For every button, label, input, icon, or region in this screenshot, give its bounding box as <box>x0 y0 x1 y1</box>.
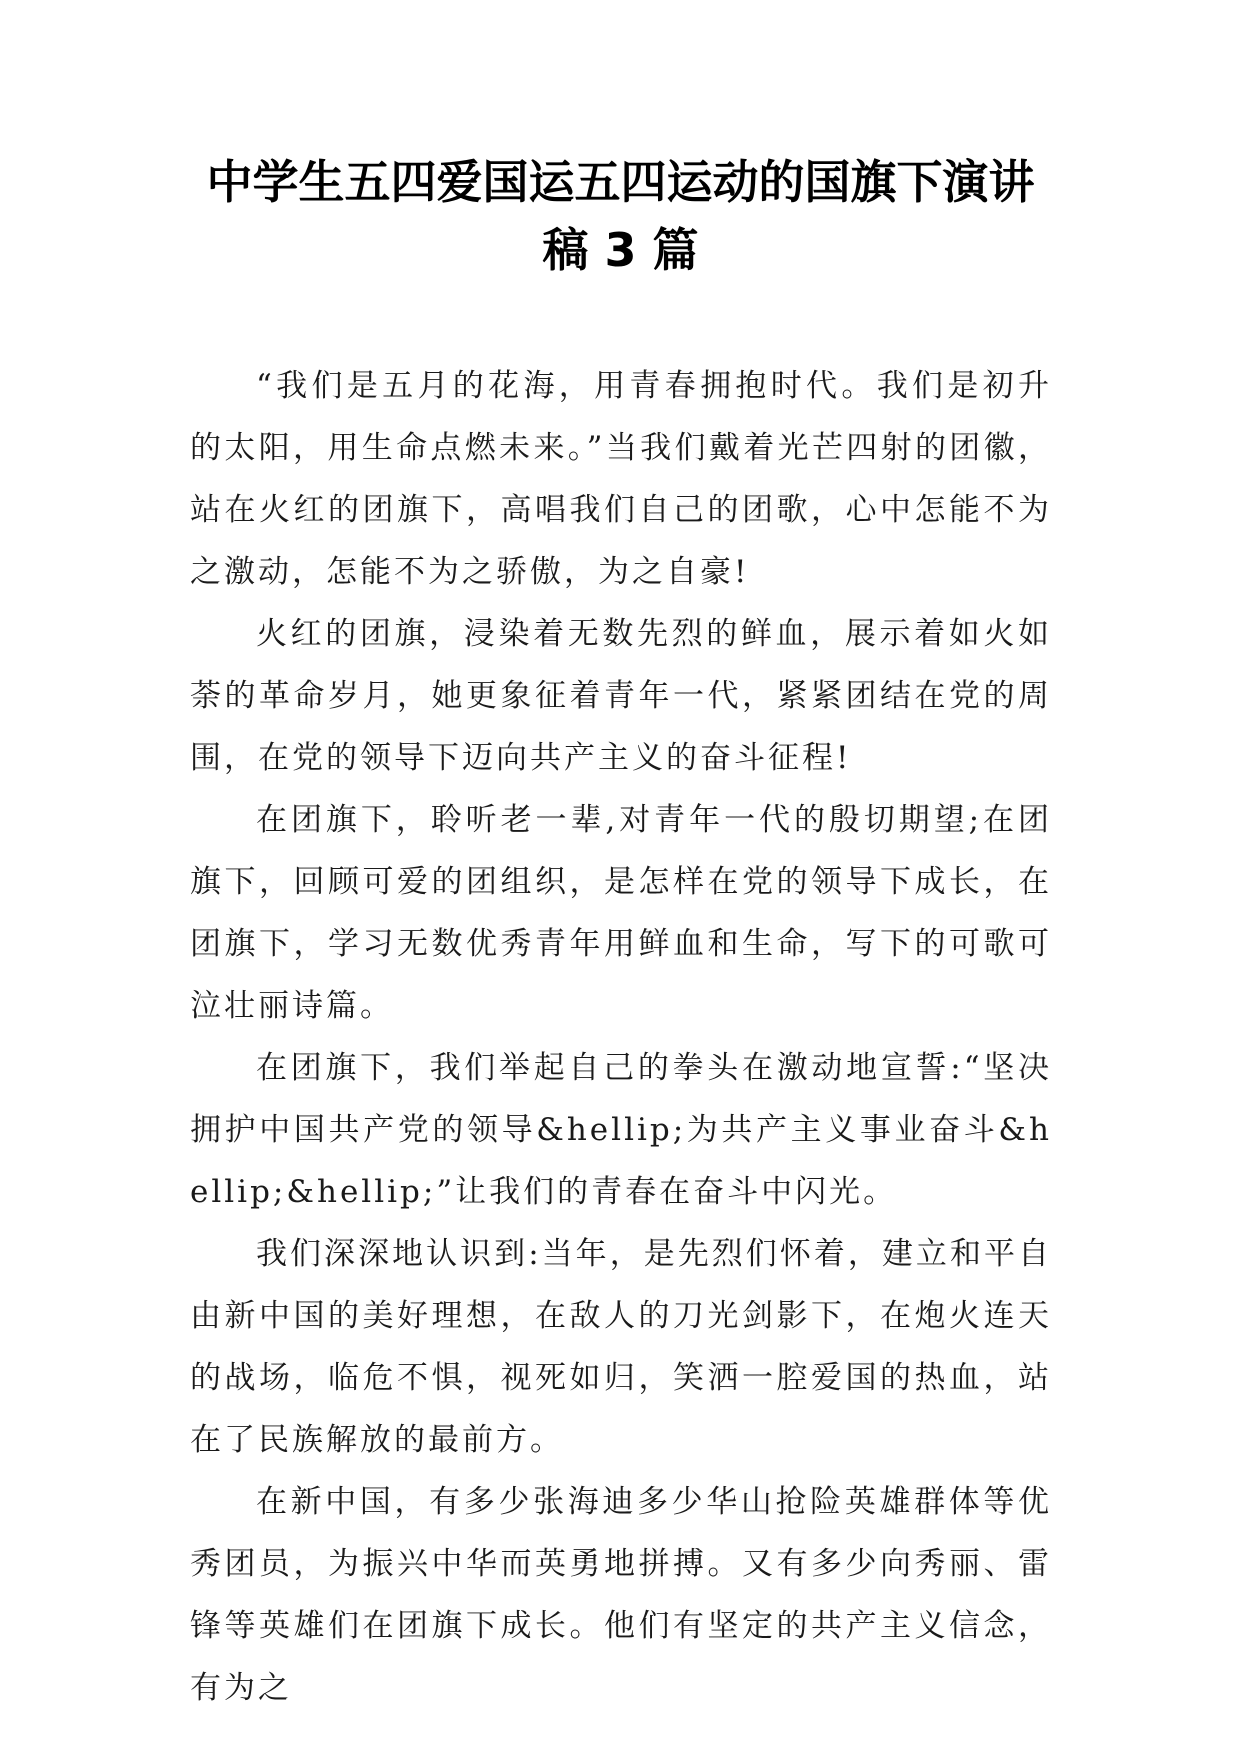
document-title <box>150 148 1091 284</box>
paragraph-3: 在团旗下，聆听老一辈,对青年一代的殷切期望;在团旗下，回顾可爱的团组织，是怎样在党的领导下成长，在团旗下，学习无数优秀青年用鲜血和生命，写下的可歌可泣壮丽诗篇。 <box>190 802 1052 1024</box>
title-line-1: 中学生五四爱国运五四运动的国旗下演讲 <box>206 155 1035 209</box>
paragraph-6: 在新中国，有多少张海迪多少华山抢险英雄群体等优秀团员，为振兴中华而英勇地拼搏。又有多少向秀丽、雷锋等英雄们在团旗下成长。他们有坚定的共产主义信念，有为之 <box>190 1484 1052 1706</box>
paragraph-5: 我们深深地认识到:当年，是先烈们怀着，建立和平自由新中国的美好理想，在敌人的刀光剑影下，在炮火连天的战场，临危不惧，视死如归，笑洒一腔爱国的热血，站在了民族解放的最前方。 <box>190 1236 1052 1458</box>
document-body <box>190 355 1052 1719</box>
paragraph-1: “我们是五月的花海，用青春拥抱时代。我们是初升的太阳，用生命点燃未来。”当我们戴着光芒四射的团徽，站在火红的团旗下，高唱我们自己的团歌，心中怎能不为之激动，怎能不为之骄傲，为之自豪! <box>190 368 1052 590</box>
paragraph-2: 火红的团旗，浸染着无数先烈的鲜血，展示着如火如荼的革命岁月，她更象征着青年一代，紧紧团结在党的周围，在党的领导下迈向共产主义的奋斗征程! <box>190 616 1052 776</box>
title-line-2: 稿 3 篇 <box>542 223 699 277</box>
paragraph-4: 在团旗下，我们举起自己的拳头在激动地宣誓:“坚决拥护中国共产党的领导&hellip;为共产主义事业奋斗&hellip;&hellip;”让我们的青春在奋斗中闪光。 <box>190 1050 1052 1210</box>
